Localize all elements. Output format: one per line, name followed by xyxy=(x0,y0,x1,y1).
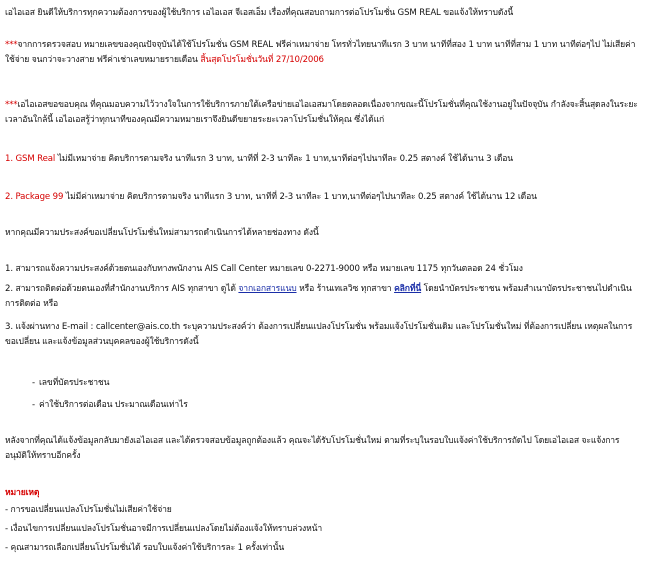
click-here-link[interactable]: คลิกที่นี่ xyxy=(394,284,422,294)
option-gsm-real xyxy=(5,152,640,167)
para1-prefix: *** xyxy=(5,40,18,50)
channel2-text-b: หรือ ร้านเทเลวิซ ทุกสาขา xyxy=(299,284,392,294)
note-item: - การขอเปลี่ยนแปลงโปรโมชั่นไม่เสียค่าใช้จ่าย xyxy=(5,505,172,515)
required-info-item xyxy=(32,376,109,391)
para1-text: จากการตรวจสอบ หมายเลขของคุณปัจจุบันได้ใช้โปรโมชั่น GSM REAL ฟรีค่าเหมาจ่าย โทรทั่วไทยนาทีแรก 3 บาท นาทีที่สอง 1 บาท นาทีที่สาม 1 บาท นาทีต่อๆไป ไม่เสียค่าใช้จ่าย จนกว่าจะวางสาย ฟรีค่าเช่าเลขหมายรายเดือน xyxy=(5,40,636,65)
intro-text: เอไอเอส ยินดีให้บริการทุกความต้องการของผู้ใช้บริการ เอไอเอส จีเอสเอ็ม เรื่องที่คุณสอบถามการต่อโปรโมชั่น GSM REAL ขอแจ้งให้ทราบดังนี้ xyxy=(5,8,514,18)
note-item: - เงื่อนไขการเปลี่ยนแปลงโปรโมชั่นอาจมีการเปลี่ยนแปลงโดยไม่ต้องแจ้งให้ทราบล่วงหน้า xyxy=(5,524,323,534)
intro-paragraph xyxy=(5,6,640,21)
note-item: - คุณสามารถเลือกเปลี่ยนโปรโมชั่นได้ รอบใบแจ้งค่าใช้บริการละ 1 ครั้งเท่านั้น xyxy=(5,543,285,553)
option2-name: Package 99 xyxy=(15,192,64,202)
channel2-text-a: 2. สามารถติดต่อด้วยตนเองที่สำนักงานบริการ AIS ทุกสาขา ดูได้ xyxy=(5,284,236,294)
para2-prefix: *** xyxy=(5,100,18,110)
option2-text: ไม่มีค่าเหมาจ่าย คิดบริการตามจริง นาทีแรก 3 บาท, นาทีที่ 2-3 นาทีละ 1 บาท,นาทีต่อๆไปนาทีละ 0.25 สตางค์ ใช้ได้นาน 12 เดือน xyxy=(65,192,537,202)
option2-number: 2. xyxy=(5,192,13,202)
channel-service-center xyxy=(5,282,640,312)
required-info-id-card: เลขที่บัตรประชาชน xyxy=(38,378,110,388)
channel2-text-c: โดยนำบัตรประชาชน พร้อมสำเนาบัตรประชาชนไปดำเนินการติดต่อ หรือ xyxy=(5,284,632,309)
attachment-link[interactable]: จากเอกสารแนบ xyxy=(238,284,297,294)
notes-heading: หมายเหตุ xyxy=(5,488,40,498)
para2-text: เอไอเอสขอขอบคุณ ที่คุณมอบความไว้วางใจในการใช้บริการภายใต้เครือข่ายเอไอเอสมาโดยตลอดเนื่องจากขณะนี้โปรโมชั่นที่คุณใช้งานอยู่ในปัจจุบัน กำลังจะสิ้นสุดลงในระยะเวลาอันใกล้นี้ เอไอเอสรู้ว่าทุกนาทีของคุณมีความหมายเราจึงยินดีขยายระยะเวลาโปรโมชั่นให้คุณ ซึ่งได้แก่ xyxy=(5,100,638,125)
after-text: หลังจากที่คุณได้แจ้งข้อมูลกลับมายังเอไอเอส และได้ตรวจสอบข้อมูลถูกต้องแล้ว คุณจะได้รับโปรโมชั่นใหม่ ตามที่ระบุในรอบใบแจ้งค่าใช้บริการถัดไป โดยเอไอเอส จะแจ้งการอนุมัติให้ทราบอีกครั้ง xyxy=(5,436,620,461)
channel3-text: 3. แจ้งผ่านทาง E-mail : callcenter@ais.co.th ระบุความประสงค์ว่า ต้องการเปลี่ยนแปลงโปรโมชั่น พร้อมแจ้งโปรโมชั่นเดิม และโปรโมชั่นใหม่ ที่ต้องการเปลี่ยน เหตุผลในการขอเปลี่ยน และแจ้งข้อมูลส่วนบุคคลของผู้ใช้บริการดังนี้ xyxy=(5,322,633,347)
option1-name: GSM Real xyxy=(15,154,56,164)
option1-number: 1. xyxy=(5,154,13,164)
channel-call-center xyxy=(5,262,640,277)
channel-email xyxy=(5,320,640,350)
notes-section xyxy=(5,486,640,556)
promotion-expiry-date: สิ้นสุดโปรโมชั่นวันที่ 27/10/2006 xyxy=(200,55,324,65)
extension-offer-paragraph xyxy=(5,98,640,128)
current-promotion-paragraph xyxy=(5,38,640,68)
bullet-dash-icon: - xyxy=(32,400,35,410)
required-info-monthly-fee: ค่าใช้บริการต่อเดือน ประมาณเดือนเท่าไร xyxy=(38,400,188,410)
bullet-dash-icon: - xyxy=(32,378,35,388)
required-info-item xyxy=(32,398,188,413)
channels-intro-text: หากคุณมีความประสงค์ขอเปลี่ยนโปรโมชั่นใหม่สามารถดำเนินการได้หลายช่องทาง ดังนี้ xyxy=(5,228,319,238)
channel1-text: 1. สามารถแจ้งความประสงค์ด้วยตนเองกับทางพนักงาน AIS Call Center หมายเลข 0-2271-9000 หรือ หมายเลข 1175 ทุกวันตลอด 24 ชั่วโมง xyxy=(5,264,523,274)
channels-intro xyxy=(5,226,640,241)
option-package-99 xyxy=(5,190,640,205)
option1-text: ไม่มีเหมาจ่าย คิดบริการตามจริง นาทีแรก 3 บาท, นาทีที่ 2-3 นาทีละ 1 บาท,นาทีต่อๆไปนาทีละ 0.25 สตางค์ ใช้ได้นาน 3 เดือน xyxy=(57,154,514,164)
after-submission-paragraph xyxy=(5,434,640,464)
